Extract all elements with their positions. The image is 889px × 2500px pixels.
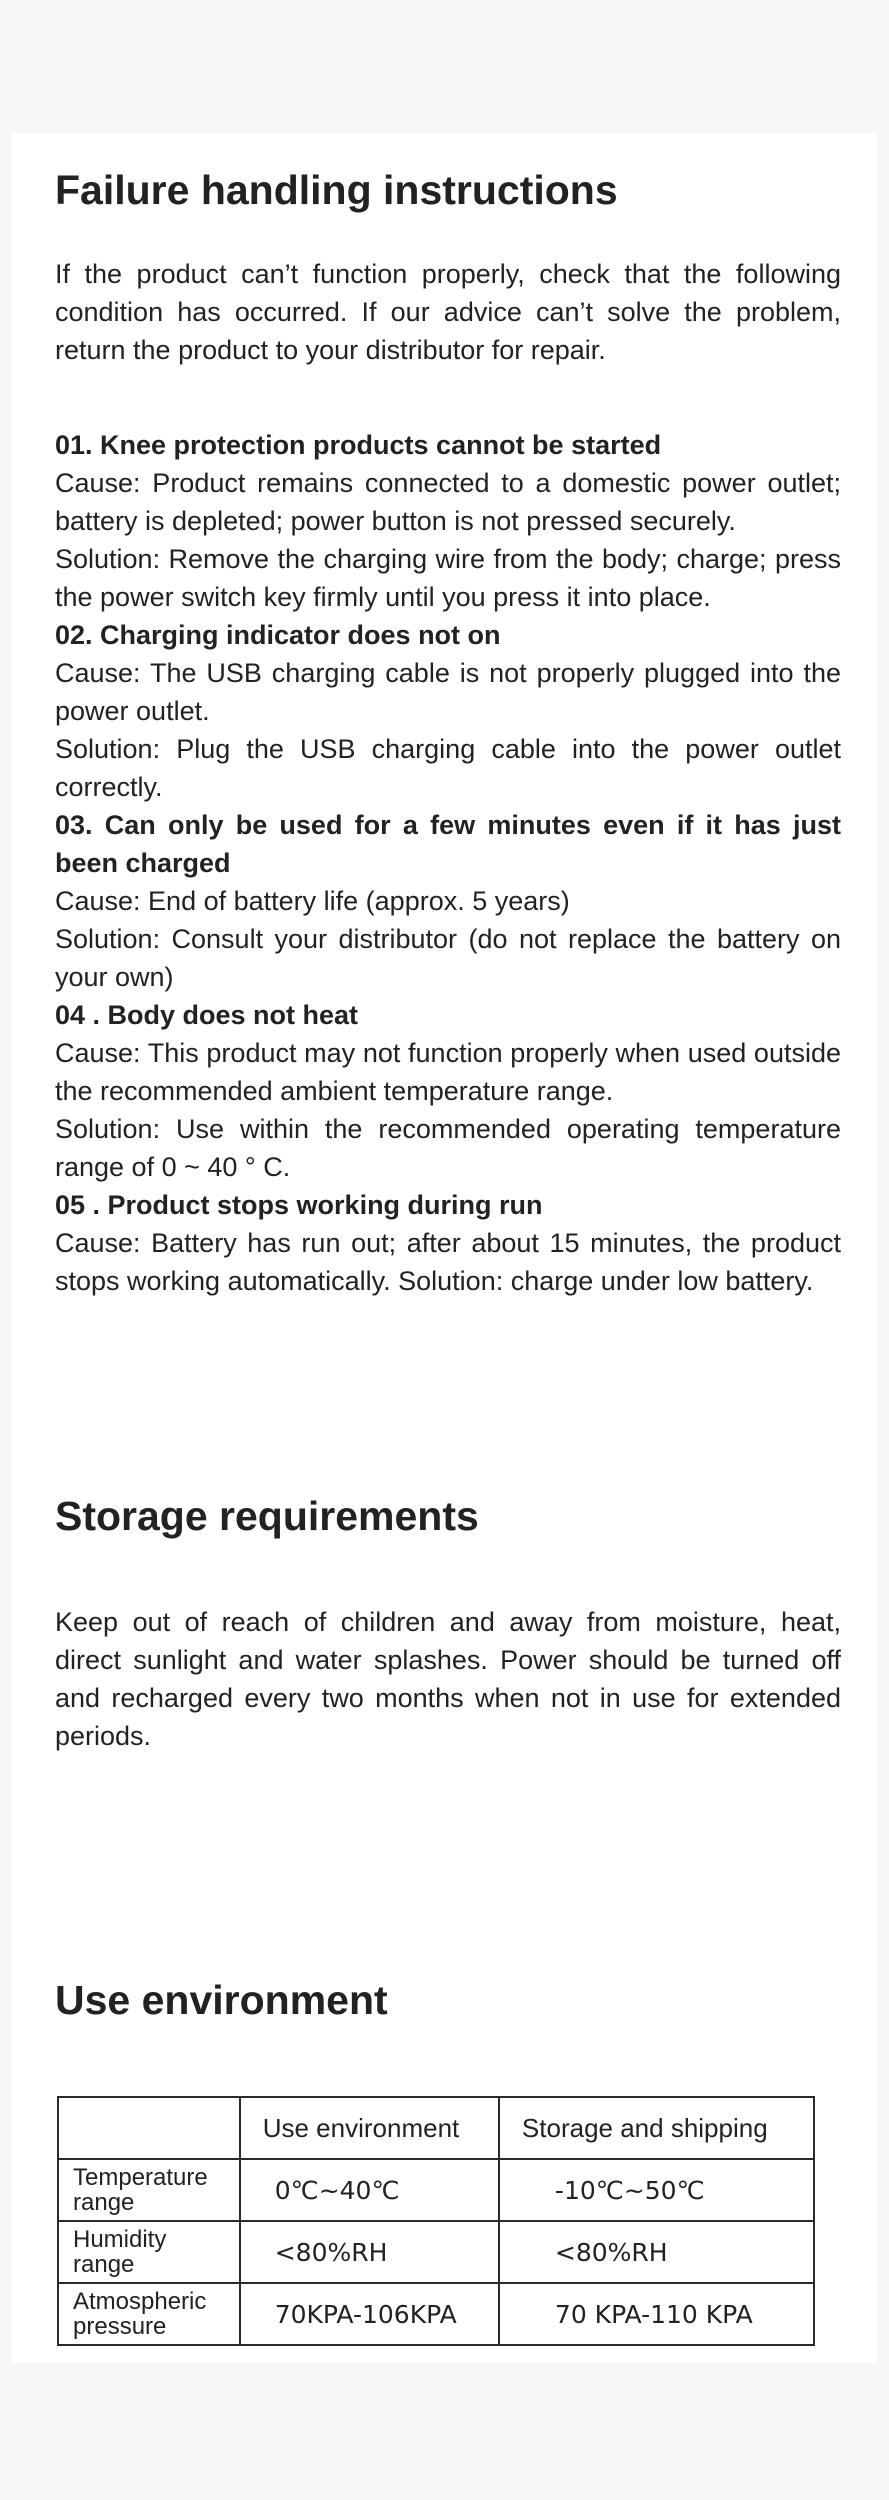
row-label-line: range bbox=[73, 2189, 135, 2216]
row-label bbox=[58, 2221, 240, 2283]
use-value: 0℃~40℃ bbox=[240, 2159, 499, 2221]
environment-table bbox=[57, 2096, 815, 2346]
row-label bbox=[58, 2159, 240, 2221]
failure-item bbox=[55, 426, 841, 616]
failure-item bbox=[55, 616, 841, 806]
table-header-cell: Storage and shipping bbox=[499, 2097, 814, 2159]
failure-item-solution: Solution: Consult your distributor (do not replace the battery on your own) bbox=[55, 924, 841, 992]
use-value: <80%RH bbox=[240, 2221, 499, 2283]
failure-items bbox=[55, 426, 841, 1300]
table-row bbox=[58, 2159, 814, 2221]
storage-value: <80%RH bbox=[499, 2221, 814, 2283]
table-header-cell bbox=[58, 2097, 240, 2159]
failure-item-cause: Cause: End of battery life (approx. 5 years) bbox=[55, 886, 570, 916]
storage-text: Keep out of reach of children and away from moisture, heat, direct sunlight and water splashes. Power should be turned off and recharged every two months when not in use for extended periods. bbox=[55, 1607, 841, 1751]
failure-item-solution: Solution: Use within the recommended operating temperature range of 0 ~ 40 ° C. bbox=[55, 1114, 841, 1182]
failure-item-title: 05 . Product stops working during run bbox=[55, 1190, 543, 1220]
document-page bbox=[12, 133, 877, 2363]
storage-title: Storage requirements bbox=[55, 1493, 479, 1539]
table-row bbox=[58, 2221, 814, 2283]
table-row bbox=[58, 2283, 814, 2345]
storage-value: -10℃~50℃ bbox=[499, 2159, 814, 2221]
failure-item-cause: Cause: The USB charging cable is not properly plugged into the power outlet. bbox=[55, 658, 841, 726]
row-label-line: Temperature bbox=[73, 2164, 208, 2191]
failure-title: Failure handling instructions bbox=[55, 167, 618, 213]
table-header-row bbox=[58, 2097, 814, 2159]
failure-intro: If the product can’t function properly, check that the following condition has occurred. If our advice can’t solve the problem, return the product to your distributor for repair. bbox=[55, 259, 841, 365]
failure-item-title: 03. Can only be used for a few minutes even if it has just been charged bbox=[55, 810, 841, 878]
failure-item-solution: Solution: Remove the charging wire from the body; charge; press the power switch key firmly until you press it into place. bbox=[55, 544, 841, 612]
row-label-line: Atmospheric bbox=[73, 2288, 207, 2315]
failure-item-solution: Solution: Plug the USB charging cable into the power outlet correctly. bbox=[55, 734, 841, 802]
row-label bbox=[58, 2283, 240, 2345]
failure-item-title: 02. Charging indicator does not on bbox=[55, 620, 501, 650]
failure-item-title: 01. Knee protection products cannot be started bbox=[55, 430, 662, 460]
row-label-line: range bbox=[73, 2251, 135, 2278]
environment-title: Use environment bbox=[55, 1977, 388, 2023]
failure-item bbox=[55, 806, 841, 996]
failure-item bbox=[55, 996, 841, 1186]
failure-item-cause: Cause: Product remains connected to a domestic power outlet; battery is depleted; power button is not pressed securely. bbox=[55, 468, 841, 536]
failure-item-title: 04 . Body does not heat bbox=[55, 1000, 359, 1030]
failure-item bbox=[55, 1186, 841, 1300]
table-header-cell: Use environment bbox=[240, 2097, 499, 2159]
use-value: 70KPA-106KPA bbox=[240, 2283, 499, 2345]
row-label-line: Humidity bbox=[73, 2226, 167, 2253]
row-label-line: pressure bbox=[73, 2313, 167, 2340]
failure-item-cause: Cause: This product may not function properly when used outside the recommended ambient temperature range. bbox=[55, 1038, 841, 1106]
storage-value: 70 KPA-110 KPA bbox=[499, 2283, 814, 2345]
failure-item-cause: Cause: Battery has run out; after about 15 minutes, the product stops working automatically. Solution: charge under low battery. bbox=[55, 1228, 841, 1296]
